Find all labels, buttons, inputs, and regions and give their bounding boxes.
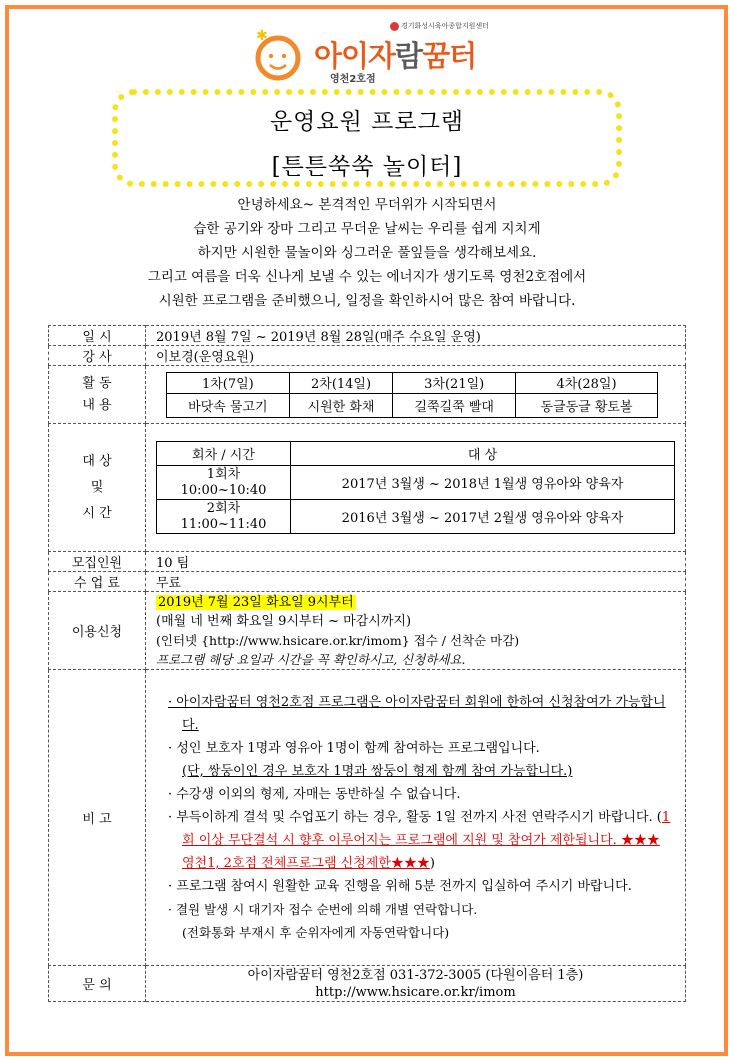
- row-apply: 이용신청 2019년 7월 23일 화요일 9시부터 (매월 네 번째 화요일 9시부터 ~ 마감시까지) (인터넷 {http://www.hsicare.or.kr/imom} 접수 / 선착순 마감) 프로그램 해당 요일과 시간을 꼭 확인하시고, 신청하세요.: [49, 592, 686, 670]
- logo-child-icon: [252, 26, 308, 82]
- title-box: [112, 89, 622, 187]
- activity-content: 길쭉길쭉 빨대: [393, 393, 516, 417]
- row-instructor: 강 사 이보경(운영요원): [49, 346, 686, 366]
- contact-url[interactable]: http://www.hsicare.or.kr/imom: [315, 984, 516, 1000]
- logo-org: 경기화성시육아종합지원센터: [390, 21, 489, 31]
- svg-text:✱: ✱: [256, 28, 268, 44]
- row-activity: 활 동 내 용 1차(7일) 2차(14일) 3차(21일) 4차(28일) 바닷속 물고기 시원한 화채 길쭉길쭉 빨대 동글동글 황토볼: [49, 366, 686, 424]
- activity-round: 2차(14일): [289, 372, 393, 393]
- header-target: 대 상: [291, 442, 675, 466]
- page-title: 운영요원 프로그램: [269, 109, 465, 135]
- row-target: 대 상 및 시 간 회차 / 시간 대 상 1회차 10:00~10:40 2017년 3월생 ~ 2018년 1월생 영유아와 양육자 2회차 11:00~11:40 2016년 3월생 ~ 2017년 2월생 영유아와 양육자: [49, 424, 686, 552]
- row-date: 일 시 2019년 8월 7일 ~ 2019년 8월 28일(매주 수요일 운영): [49, 326, 686, 346]
- page-subtitle: [튼튼쑥쑥 놀이터]: [271, 154, 463, 180]
- activity-round: 1차(7일): [167, 372, 290, 393]
- activity-content: 바닷속 물고기: [167, 393, 290, 417]
- logo-branch: 영천2호점: [330, 74, 376, 85]
- row-fee: 수 업 료 무료: [49, 572, 686, 592]
- header-time: 회차 / 시간: [157, 442, 291, 466]
- org-mark-icon: [390, 22, 399, 31]
- intro-text: 안녕하세요~ 본격적인 무더위가 시작되면서 습한 공기와 장마 그리고 무더운 날씨는 우리를 쉽게 지치게 하지만 시원한 물놀이와 싱그러운 풀잎들을 생각해보세요. 그리고 여름을 더욱 신나게 보낼 수 있는 에너지가 생기도록 영천2호점에서 시원한 프로그램을 준비했으니, 일정을 확인하시어 많은 참여 바랍니다.: [147, 197, 587, 309]
- apply-date: 2019년 7월 23일 화요일 9시부터: [158, 594, 354, 610]
- row-recruit: 모집인원 10 팀: [49, 552, 686, 572]
- notes-list: · 아이자람꿈터 영천2호점 프로그램은 아이자람꿈터 회원에 한하여 신청참여가 가능합니다. · 성인 보호자 1명과 영유아 1명이 함께 참여하는 프로그램입니다. (단, 쌍둥이인 경우 보호자 1명과 쌍둥이 형제 함께 참여 가능합니다.) · 수강생 이외의 형제, 자매는 동반하실 수 없습니다. · 부득이하게 결석 및 수업포기 하는 경우, 활동 1일 전까지 사전 연락주시기 바랍니다. (1회 이상 무단결석 시 향후 이루어지는 프로그램에 지원 및 참여가 제한됩니다. ★★★영천1, 2호점 전체프로그램 신청제한★★★) · 프로그램 참여시 원활한 교육 진행을 위해 5분 전까지 입실하여 주시기 바랍니다. · 결원 발생 시 대기자 접수 순번에 의해 개별 연락합니다. (전화통화 부재시 후 순위자에게 자동연락합니다): [146, 670, 686, 966]
- activity-round: 4차(28일): [516, 372, 658, 393]
- warning-text: 1회 이상 무단결석 시 향후 이루어지는 프로그램에 지원 및 참여가 제한됩니다. ★★★영천1, 2호점 전체프로그램 신청제한★★★: [182, 810, 671, 871]
- activity-round: 3차(21일): [393, 372, 516, 393]
- activity-content: 동글동글 황토볼: [516, 393, 658, 417]
- logo: [252, 20, 492, 84]
- logo-name: 아이자람꿈터: [314, 39, 477, 73]
- activity-table: [166, 372, 658, 418]
- row-notes: 비 고 · 아이자람꿈터 영천2호점 프로그램은 아이자람꿈터 회원에 한하여 신청참여가 가능합니다. · 성인 보호자 1명과 영유아 1명이 함께 참여하는 프로그램입니다. (단, 쌍둥이인 경우 보호자 1명과 쌍둥이 형제 함께 참여 가능합니다.) · 수강생 이외의 형제, 자매는 동반하실 수 없습니다. · 부득이하게 결석 및 수업포기 하는 경우, 활동 1일 전까지 사전 연락주시기 바랍니다. (1회 이상 무단결석 시 향후 이루어지는 프로그램에 지원 및 참여가 제한됩니다. ★★★영천1, 2호점 전체프로그램 신청제한★★★) · 프로그램 참여시 원활한 교육 진행을 위해 5분 전까지 입실하여 주시기 바랍니다. · 결원 발생 시 대기자 접수 순번에 의해 개별 연락합니다. (전화통화 부재시 후 순위자에게 자동연락합니다): [49, 670, 686, 966]
- target-table: 회차 / 시간 대 상 1회차 10:00~10:40 2017년 3월생 ~ 2018년 1월생 영유아와 양육자 2회차 11:00~11:40 2016년 3월생 ~ 2017년 2월생 영유아와 양육자: [156, 441, 675, 534]
- activity-content: 시원한 화채: [289, 393, 393, 417]
- row-contact: 문 의 아이자람꿈터 영천2호점 031-372-3005 (다원이음터 1층) http://www.hsicare.or.kr/imom: [49, 966, 686, 1002]
- program-info-table: [48, 325, 686, 1002]
